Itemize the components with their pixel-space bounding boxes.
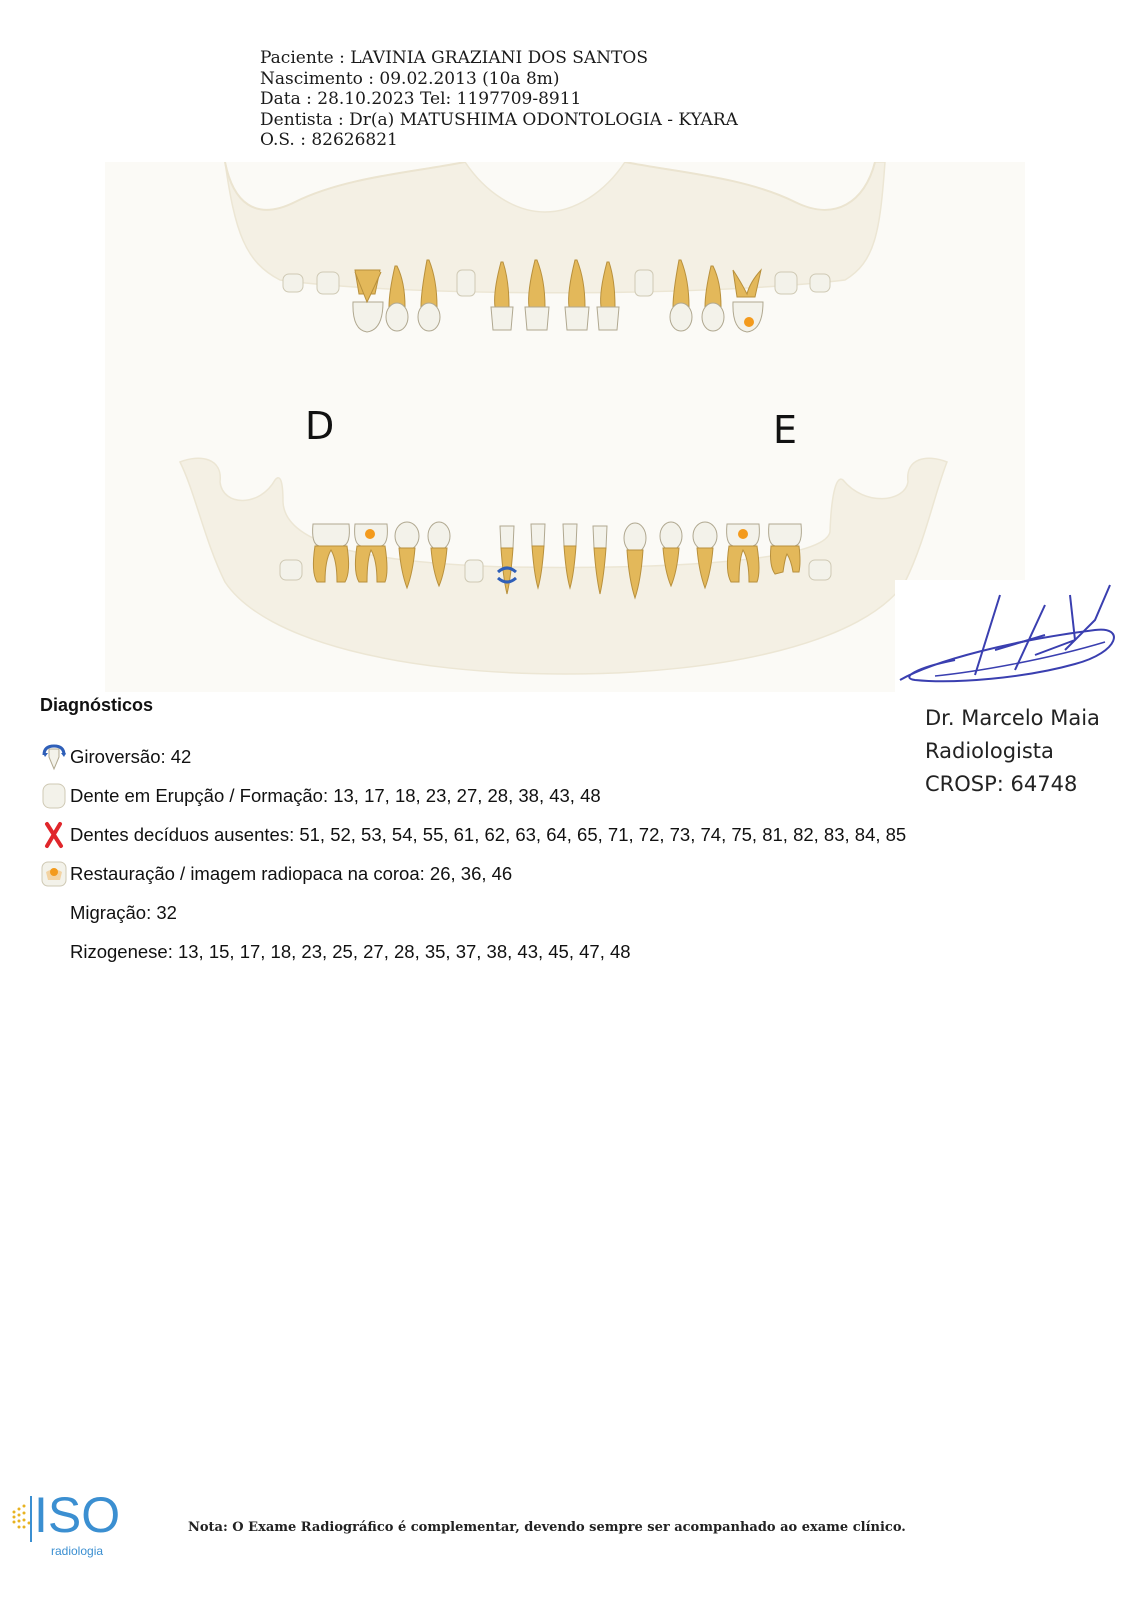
diagnostic-item-rotation [40, 737, 906, 776]
left-side-label: E [773, 408, 798, 452]
signature-block [895, 580, 1130, 800]
erupting-tooth-icon [40, 782, 68, 810]
logo-dots-icon [6, 1492, 34, 1542]
logo-text: ISO [34, 1487, 121, 1543]
patient-name: Paciente : LAVINIA GRAZIANI DOS SANTOS [260, 48, 648, 68]
exam-date-phone: Data : 28.10.2023 Tel: 1197709-8911 [260, 89, 582, 109]
rotation-icon [40, 743, 68, 771]
diagnostic-item-rhizogenesis [40, 932, 906, 971]
diagnostic-text: Rizogenese: 13, 15, 17, 18, 23, 25, 27, 28, 35, 37, 38, 43, 45, 47, 48 [70, 940, 631, 962]
birth-date: Nascimento : 09.02.2013 (10a 8m) [260, 68, 560, 89]
odontogram [105, 162, 1025, 692]
diagnostic-text: Dente em Erupção / Formação: 13, 17, 18, 23, 27, 28, 38, 43, 48 [70, 784, 601, 806]
diagnostic-item-eruption [40, 776, 906, 815]
diagnostic-item-migration [40, 893, 906, 932]
diagnostic-text: Giroversão: 42 [70, 745, 192, 767]
diagnostic-text: Restauração / imagem radiopaca na coroa: 26, 36, 46 [70, 862, 513, 884]
right-side-label: D [305, 404, 335, 448]
red-x-icon [40, 821, 68, 849]
patient-header [260, 48, 738, 151]
footer-note: Nota: O Exame Radiográfico é complementar, devendo sempre ser acompanhado ao exame clínico. [188, 1520, 906, 1535]
handwritten-signature [895, 580, 1130, 700]
diagnostic-item-missing-deciduous [40, 815, 906, 854]
restoration-icon [40, 860, 68, 888]
diagnostic-text: Dentes decíduos ausentes: 51, 52, 53, 54, 55, 61, 62, 63, 64, 65, 71, 72, 73, 74, 75, 81, 82, 83, 84, 85 [70, 823, 907, 845]
diagnostic-text: Migração: 32 [70, 901, 177, 923]
order-number: O.S. : 82626821 [260, 130, 398, 150]
diagnostics-title: Diagnósticos [40, 695, 154, 715]
diagnostics-list [40, 737, 906, 971]
dentist-name: Dentista : Dr(a) MATUSHIMA ODONTOLOGIA - KYARA [260, 109, 738, 130]
logo-subtitle: radiologia [51, 1544, 104, 1558]
doctor-title: Radiologista [925, 739, 1054, 763]
odontogram-drawing [105, 162, 1025, 692]
doctor-name: Dr. Marcelo Maia [925, 706, 1100, 730]
diagnostic-item-restoration [40, 854, 906, 893]
iso-logo [6, 1487, 121, 1562]
signature-text [925, 702, 1100, 801]
doctor-crosp: CROSP: 64748 [925, 772, 1078, 796]
